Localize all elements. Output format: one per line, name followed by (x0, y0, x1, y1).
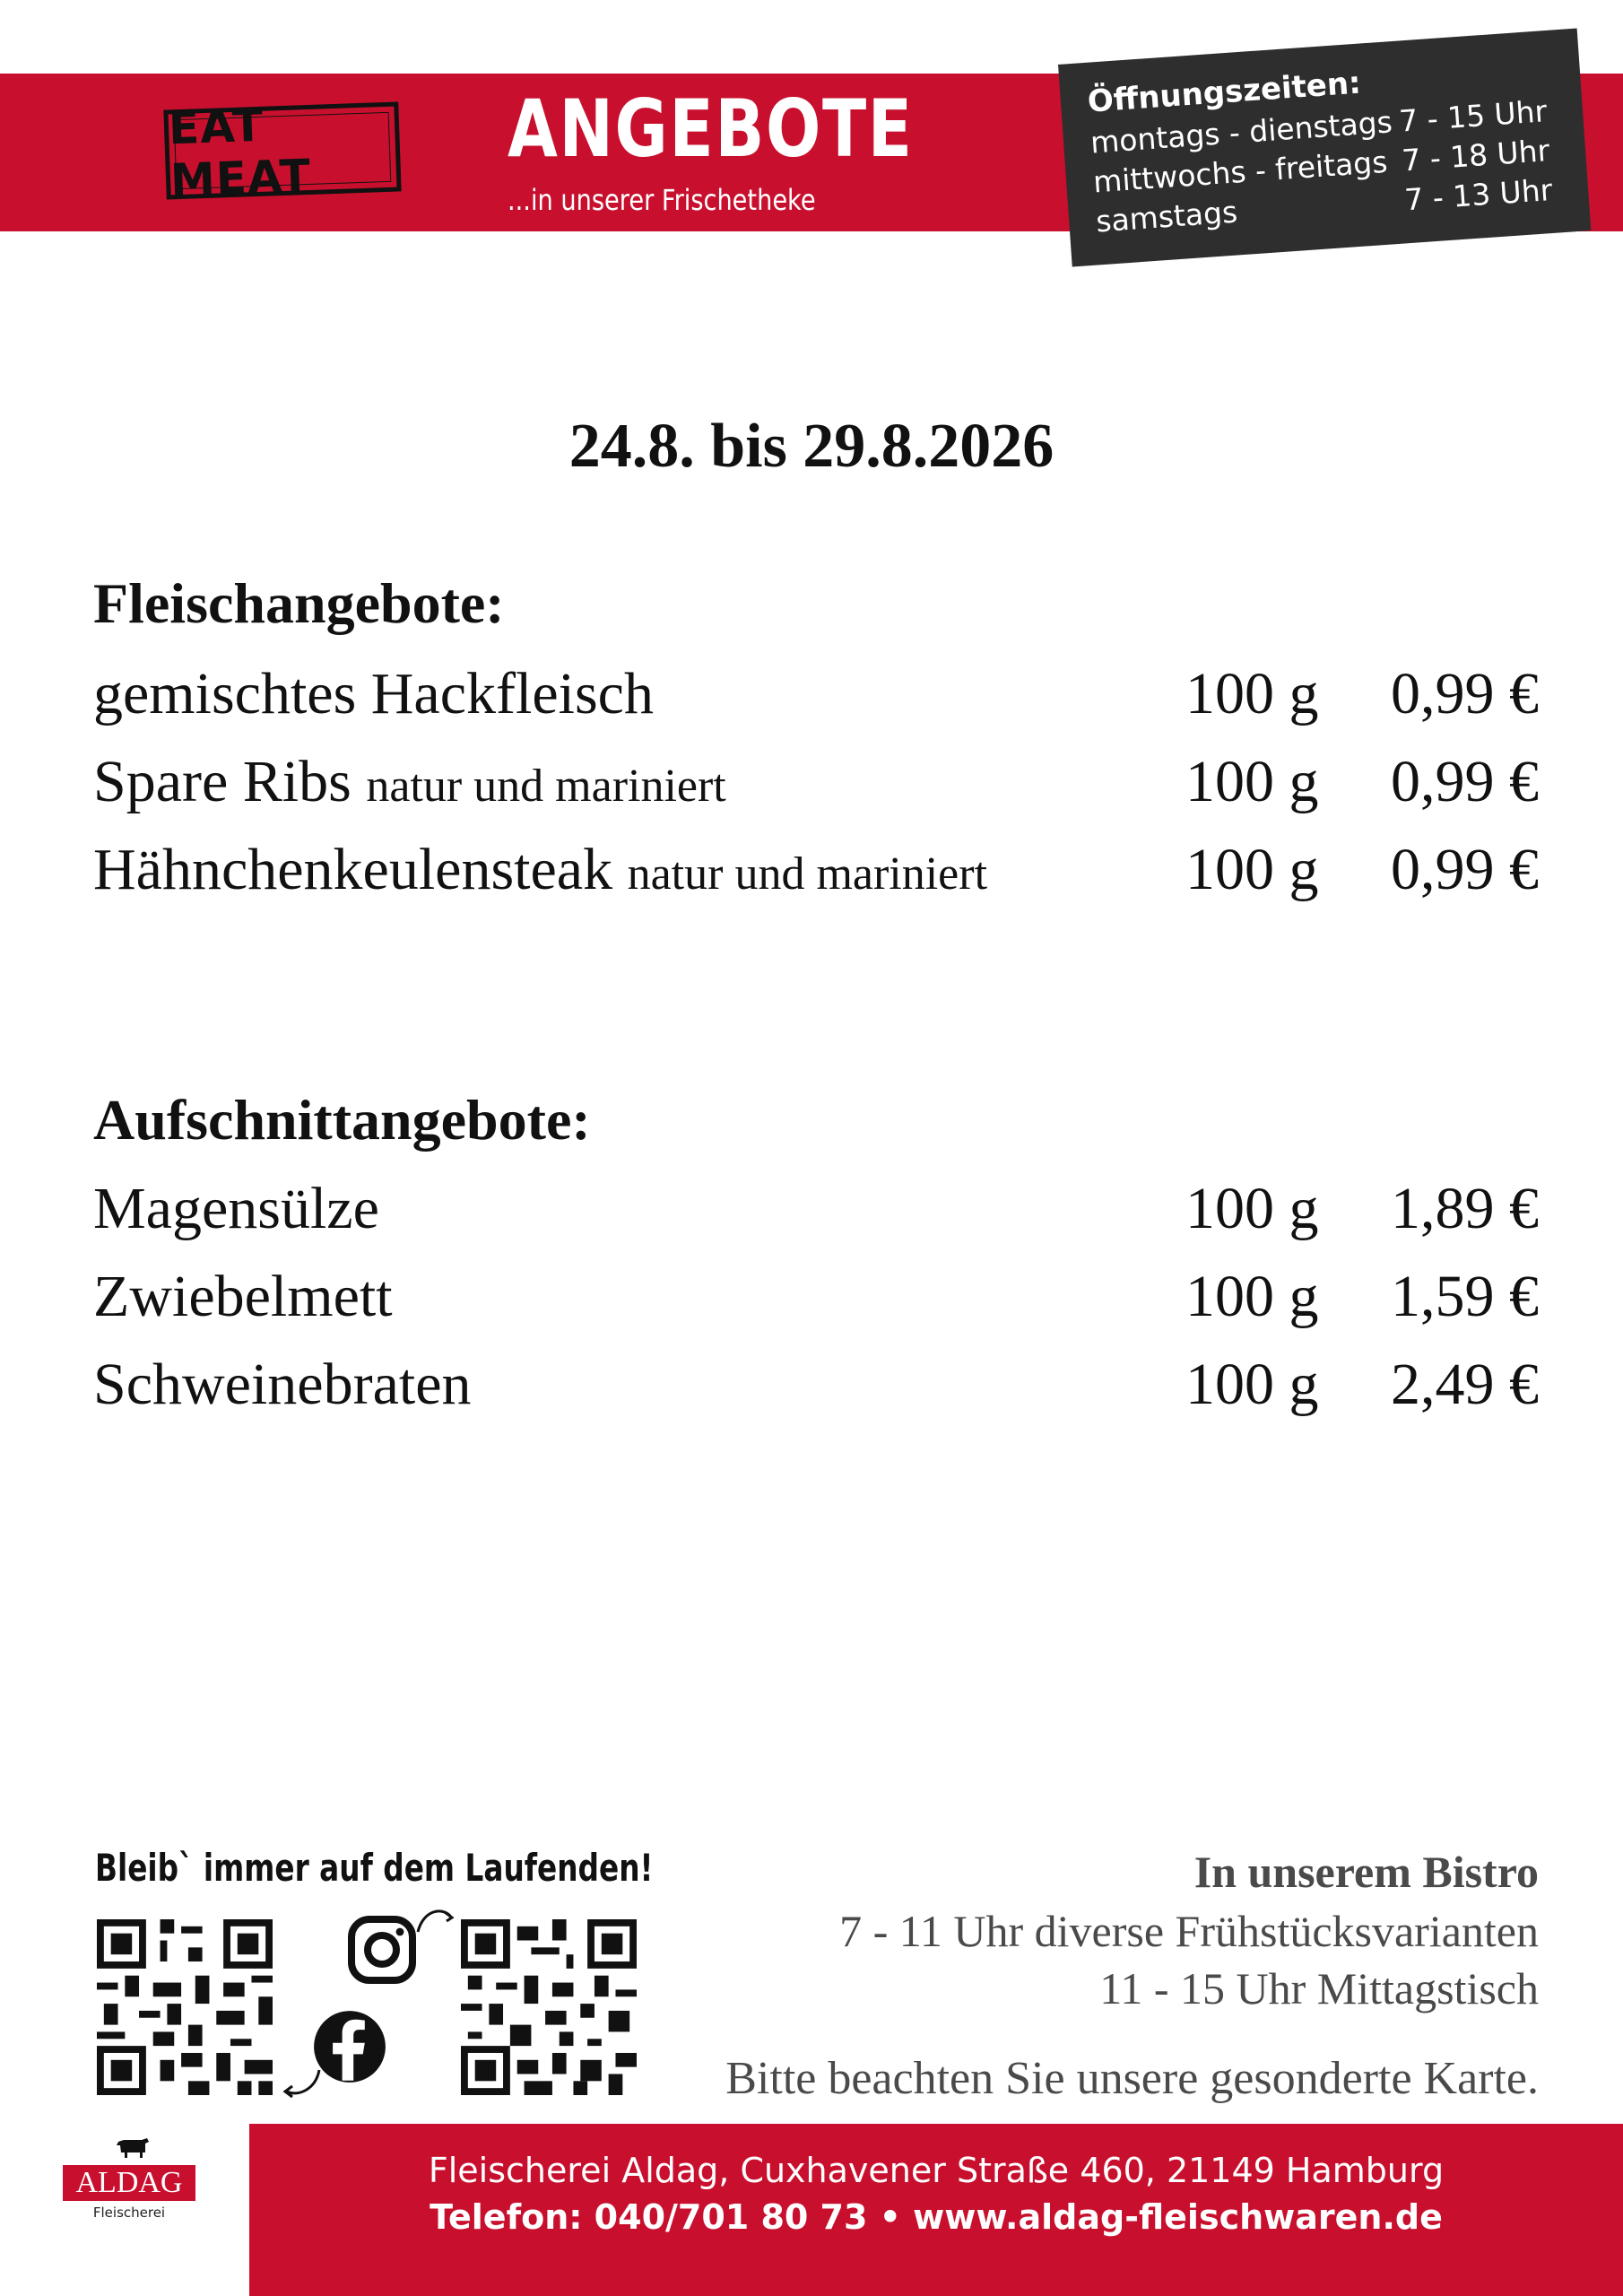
offer-row (93, 834, 1539, 906)
offer-price: 0,99 € (1391, 749, 1539, 814)
arrow-icon (280, 2065, 323, 2100)
offer-price: 1,89 € (1391, 1176, 1539, 1241)
offer-row (93, 1349, 1539, 1421)
offer-row (93, 1173, 1539, 1245)
opening-hours-time: 7 - 15 Uhr (1397, 93, 1549, 139)
offer-price: 0,99 € (1391, 837, 1539, 902)
opening-hours-time: 7 - 18 Uhr (1401, 133, 1551, 178)
offer-name-wrap (93, 658, 654, 730)
footer-contact[interactable]: Telefon: 040/701 80 73 • www.aldag-fleischwaren.de (430, 2197, 1443, 2237)
facebook-qr-code-icon[interactable] (97, 1919, 273, 2095)
offer-name: Zwiebelmett (93, 1264, 393, 1329)
offer-price: 2,49 € (1391, 1352, 1539, 1417)
bistro-lunch: 11 - 15 Uhr Mittagstisch (1099, 1963, 1539, 2013)
bistro-title: In unserem Bistro (1193, 1847, 1539, 1897)
offer-unit: 100 g (1185, 1176, 1319, 1241)
social-heading: Bleib` immer auf dem Laufenden! (95, 1846, 654, 1890)
section-title-cold-cuts: Aufschnittangebote: (93, 1088, 591, 1152)
offer-unit: 100 g (1185, 1352, 1319, 1417)
bistro-note: Bitte beachten Sie unsere gesonderte Karte. (725, 2053, 1539, 2104)
offer-row (93, 746, 1539, 818)
opening-hours-days: montags - dienstags (1089, 104, 1393, 161)
offer-note: natur und mariniert (366, 761, 726, 812)
footer-banner (249, 2124, 1623, 2296)
offer-name: Hähnchenkeulensteak (93, 837, 613, 902)
offer-name: Spare Ribs (93, 749, 352, 814)
offer-unit: 100 g (1185, 661, 1319, 726)
offer-name-wrap (93, 746, 726, 822)
opening-hours-days: samstags (1094, 194, 1239, 239)
offer-name: Magensülze (93, 1176, 379, 1241)
offer-unit: 100 g (1185, 749, 1319, 814)
offer-name: gemischtes Hackfleisch (93, 661, 654, 726)
offer-row (93, 658, 1539, 730)
offer-unit: 100 g (1185, 1264, 1319, 1329)
bistro-breakfast: 7 - 11 Uhr diverse Frühstücksvarianten (839, 1906, 1539, 1956)
page-title: ANGEBOTE (508, 83, 914, 175)
opening-hours-days: mittwochs - freitags (1091, 144, 1389, 200)
offer-date-range: 24.8. bis 29.8.2026 (568, 412, 1055, 481)
logo-sub: Fleischerei (92, 2205, 166, 2221)
offer-name: Schweinebraten (93, 1352, 472, 1417)
facebook-icon[interactable] (312, 2009, 387, 2084)
opening-hours-time: 7 - 13 Uhr (1403, 171, 1554, 218)
offer-price: 1,59 € (1391, 1264, 1539, 1329)
offer-note: natur und mariniert (627, 848, 988, 900)
page-subtitle: ...in unserer Frischetheke (508, 183, 816, 217)
section-title-meat: Fleischangebote: (93, 571, 505, 635)
offer-name-wrap (93, 834, 987, 910)
cow-icon (115, 2135, 151, 2160)
offer-unit: 100 g (1185, 837, 1319, 902)
instagram-qr-code-icon[interactable] (461, 1919, 637, 2095)
aldag-logo (63, 2135, 197, 2233)
opening-hours-board (1058, 29, 1591, 267)
instagram-icon[interactable] (346, 1914, 418, 1986)
footer-address: Fleischerei Aldag, Cuxhavener Straße 460, 21149 Hamburg (428, 2151, 1445, 2190)
logo-name: ALDAG (63, 2165, 195, 2201)
opening-hours-title: Öffnungszeiten: (1086, 65, 1362, 120)
offer-price: 0,99 € (1391, 661, 1539, 726)
offer-row (93, 1261, 1539, 1333)
eat-meat-stamp: EAT MEAT (163, 101, 401, 199)
arrow-icon (414, 1901, 457, 1937)
